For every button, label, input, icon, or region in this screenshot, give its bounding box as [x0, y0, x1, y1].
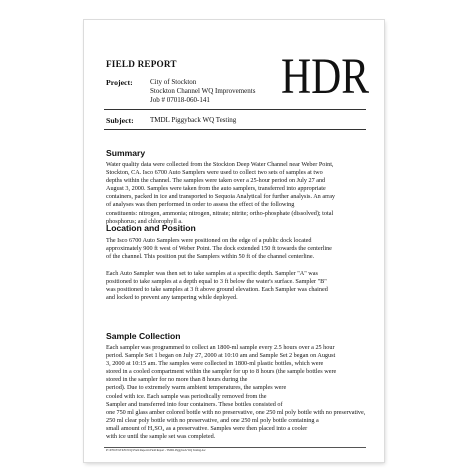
- text-line: and locked to prevent any tampering while deployed.: [106, 294, 238, 302]
- location-paragraph-2: [106, 270, 364, 302]
- footer-divider: [104, 447, 366, 448]
- subject-divider: [104, 129, 366, 130]
- text-line: Stockton, CA. Isco 6700 Auto Samplers were used to collect two sets of samples at two: [106, 169, 323, 177]
- text-line: Each sampler was programmed to collect an 1800-ml sample every 2.5 hours over a 25 hour: [106, 344, 335, 351]
- project-values: [150, 78, 255, 105]
- text-line: Water quality data were collected from the Stockton Deep Water Channel near Weber Point,: [106, 161, 334, 168]
- text-line: approximately 900 ft west of Weber Point. The dock extended 150 ft towards the centerline: [106, 245, 332, 253]
- header-divider: [104, 109, 366, 110]
- text-line: of the channel. This position put the Samplers within 50 ft of the channel centerline.: [106, 253, 315, 261]
- subject-values: [150, 116, 236, 125]
- collection-heading: Sample Collection: [106, 331, 181, 341]
- location-paragraph-1: [106, 237, 364, 261]
- subject-label: Subject:: [106, 116, 134, 125]
- text-line: 3, 2000 at 10:15 am. The samples were collected in 1800-ml plastic bottles, which were: [106, 360, 324, 368]
- text-line: Sampler and transferred into four containers. These bottles consisted of: [106, 400, 283, 408]
- text-line: was positioned to take samples at 3 ft above ground elevation. Each Sampler was chained: [106, 286, 328, 294]
- hdr-logo-text: HDR: [281, 49, 369, 105]
- report-title: FIELD REPORT: [106, 59, 177, 69]
- summary-paragraph: [106, 161, 364, 226]
- text-line: one 750 ml glass amber colored bottle with no preservative, one 250 ml poly bottle with no preservative,: [106, 408, 366, 416]
- summary-heading: Summary: [106, 148, 146, 158]
- text-line: stored in a cooled compartment within the sampler for up to 8 hours (the sample bottles were: [106, 368, 337, 376]
- project-line: Job # 07018-060-141: [150, 96, 210, 104]
- text-line: Each Auto Sampler was then set to take samples at a specific depth. Sampler "A" was: [106, 270, 318, 277]
- text-line: period. Sample Set 1 began on July 27, 2000 at 10:10 am and Sample Set 2 began on August: [106, 352, 336, 360]
- text-line: depths within the channel. The samples were taken over a 25-hour period on July 27 and: [106, 177, 326, 185]
- project-line: Stockton Channel WQ Improvements: [150, 87, 256, 95]
- collection-paragraph: [106, 344, 364, 441]
- subject-value: TMDL Piggyback WQ Testing: [150, 116, 237, 124]
- footer-path: P:\\07018\\STKN\\WQ\\Field Reports\\Field Report - TMDL Piggyback WQ Testing.doc: [106, 449, 206, 452]
- text-line: period). Due to extremely warm ambient temperatures, the samples were: [106, 384, 287, 392]
- text-line: The Isco 6700 Auto Samplers were positioned on the edge of a public dock located: [106, 237, 312, 244]
- text-line: 250 ml clear poly bottle with no preservative, and one 250 ml poly bottle containing a: [106, 416, 319, 424]
- location-heading: Location and Position: [106, 223, 196, 233]
- text-line: constituents: nitrogen, ammonia; nitrogen, nitrate; nitrite; ortho-phosphate (dissolved); total: [106, 209, 334, 217]
- text-line: August 3, 2000. Samples were taken from the auto samplers, transferred into appropriate: [106, 185, 326, 193]
- text-line: phosphorus; and chlorophyll a.: [106, 217, 183, 225]
- text-line: with ice until the sample set was completed.: [106, 433, 216, 441]
- text-line: containers, packed in ice and transported to Sequoia Analytical for further analysis. An array: [106, 193, 336, 201]
- project-line: City of Stockton: [150, 78, 197, 86]
- project-label: Project:: [106, 78, 133, 87]
- text-line: of analyses was then performed in order to assess the effect of the following: [106, 201, 295, 209]
- text-line: stored in the sampler for no more than 8 hours during the: [106, 376, 248, 384]
- hdr-logo: [281, 49, 369, 105]
- text-line: positioned to take samples at a depth equal to 3 ft below the water's surface. Sampler "B": [106, 278, 327, 286]
- document-page: [84, 20, 384, 462]
- text-line: cooled with ice. Each sample was periodically removed from the: [106, 392, 267, 400]
- text-line: small amount of H₂SO₄ as a preservative. Samples were then placed into a cooler: [106, 424, 308, 432]
